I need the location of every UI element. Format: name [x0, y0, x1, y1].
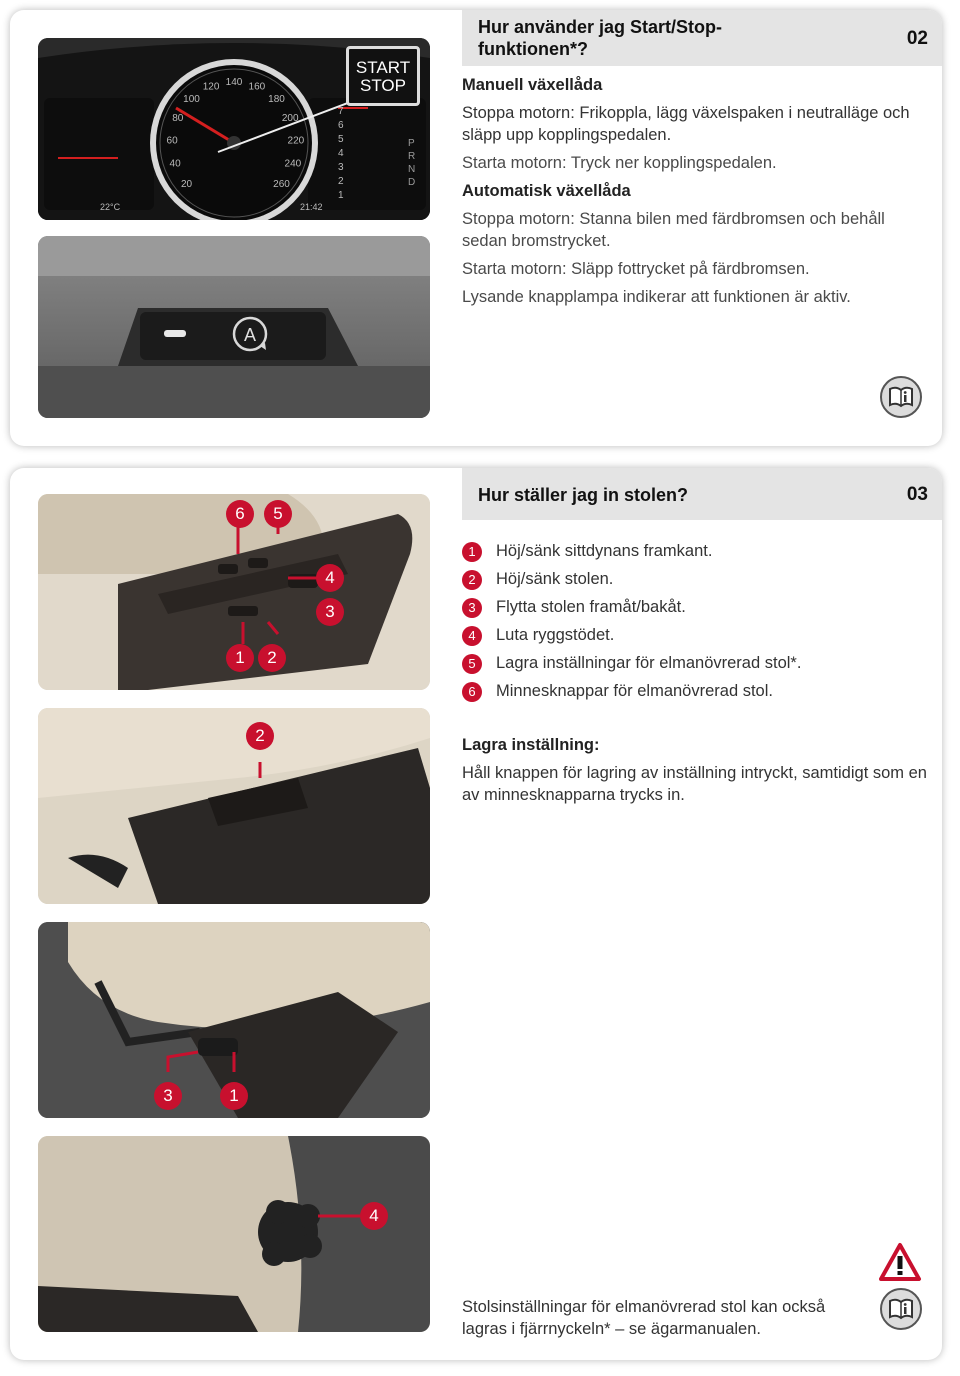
- gear-letter: P: [408, 138, 415, 149]
- item-number-badge: 6: [462, 682, 482, 702]
- callout-badge: 5: [264, 500, 292, 528]
- rpm-tick-label: 6: [338, 120, 344, 131]
- item-number-badge: 1: [462, 542, 482, 562]
- speed-tick-label: 20: [180, 178, 193, 190]
- dashboard-time: 21:42: [300, 202, 323, 212]
- section-seat: [10, 468, 942, 1360]
- speed-tick-label: 160: [248, 81, 266, 93]
- gear-letter: N: [408, 164, 416, 175]
- auto-heading: Automatisk växellåda: [462, 182, 631, 200]
- item-number-badge: 5: [462, 654, 482, 674]
- gear-letter: R: [408, 151, 416, 162]
- speed-tick-label: 180: [268, 93, 285, 105]
- speed-tick-label: 100: [183, 93, 200, 105]
- seat-height-photo: [38, 708, 430, 904]
- manual-stop-text: Stoppa motorn: Frikoppla, lägg växelspaken i neutralläge och släpp upp kopplingspedalen.: [462, 104, 910, 144]
- store-text: Håll knappen för lagring av inställning intryckt, samtidigt som en av minnesknapparna trycks in.: [462, 764, 927, 804]
- rpm-tick-label: 2: [338, 176, 344, 187]
- item-number-badge: 2: [462, 570, 482, 590]
- speed-tick-label: 260: [273, 178, 290, 190]
- section-title: Hur använder jag Start/Stop-funktionen*?: [478, 17, 723, 59]
- start-label: START: [355, 58, 411, 77]
- section-number: 03: [906, 484, 928, 505]
- store-heading: Lagra inställning:: [462, 736, 600, 754]
- store-setting-block: [462, 734, 928, 806]
- speed-tick-label: 220: [287, 135, 305, 147]
- rpm-tick-label: 5: [338, 134, 344, 145]
- seat-list-item: [462, 540, 712, 562]
- speed-tick-label: 60: [166, 135, 178, 147]
- gear-letter: D: [408, 177, 416, 188]
- seat-list-item: [462, 624, 614, 646]
- seat-height-illustration: [38, 708, 430, 904]
- seat-list-item: [462, 596, 686, 618]
- item-text: Flytta stolen framåt/bakåt.: [496, 598, 686, 616]
- section-number: 02: [906, 28, 928, 49]
- seat-list-item: [462, 568, 613, 590]
- rpm-tick-label: 4: [338, 148, 344, 159]
- start-stop-button-icon: [346, 46, 420, 106]
- manual-book-icon[interactable]: [880, 376, 922, 418]
- speed-tick-label: 80: [172, 112, 184, 124]
- dashboard-temperature: 22°C: [100, 202, 121, 212]
- callout-badge: 4: [316, 564, 344, 592]
- callout-badge: 1: [220, 1082, 248, 1110]
- callout-badge: 6: [226, 500, 254, 528]
- auto-start-text: Starta motorn: Släpp fottrycket på färdbromsen.: [462, 260, 810, 278]
- manual-book-icon[interactable]: [880, 1288, 922, 1330]
- seat-controls-photo: [38, 494, 430, 690]
- indicator-text: Lysande knapplampa indikerar att funktionen är aktiv.: [462, 288, 851, 306]
- seat-slide-photo: [38, 922, 430, 1118]
- start-stop-button-photo: [38, 236, 430, 418]
- callout-badge: 1: [226, 644, 254, 672]
- section-start-stop: [10, 10, 942, 446]
- speed-tick-label: 120: [202, 81, 220, 93]
- recline-knob: [258, 1200, 322, 1266]
- key-note: Stolsinställningar för elmanövrerad stol kan också lagras i fjärrnyckeln* – se ägarmanualen.: [462, 1298, 826, 1338]
- button-panel-illustration: [38, 236, 430, 418]
- item-text: Lagra inställningar för elmanövrerad stol*.: [496, 654, 802, 672]
- callout-badge: 2: [258, 644, 286, 672]
- manual-heading: Manuell växellåda: [462, 76, 603, 94]
- section-header: [462, 468, 942, 520]
- section-header: [462, 10, 942, 66]
- callout-badge: 2: [246, 722, 274, 750]
- stop-label: STOP: [360, 76, 406, 95]
- rpm-tick-label: 7: [338, 106, 344, 117]
- item-text: Minnesknappar för elmanövrerad stol.: [496, 682, 773, 700]
- rpm-tick-label: 3: [338, 162, 344, 173]
- speed-tick-label: 200: [281, 112, 299, 124]
- manual-start-text: Starta motorn: Tryck ner kopplingspedalen.: [462, 154, 777, 172]
- warning-icon: [878, 1242, 922, 1282]
- speed-tick-label: 240: [284, 158, 302, 170]
- item-text: Höj/sänk sittdynans framkant.: [496, 542, 713, 560]
- item-text: Luta ryggstödet.: [496, 626, 615, 644]
- seat-list-item: [462, 680, 773, 702]
- rpm-tick-label: 1: [338, 190, 344, 201]
- callout-badge: 3: [316, 598, 344, 626]
- start-stop-text: [462, 74, 928, 308]
- callout-badge: 4: [360, 1202, 388, 1230]
- auto-stop-text: Stoppa motorn: Stanna bilen med färdbromsen och behåll sedan bromstrycket.: [462, 210, 885, 250]
- speed-tick-label: 40: [169, 158, 181, 170]
- backrest-illustration: [38, 1136, 430, 1332]
- svg-text:A: A: [243, 325, 257, 345]
- section-title: Hur ställer jag in stolen?: [478, 485, 689, 505]
- item-number-badge: 3: [462, 598, 482, 618]
- dashboard-photo: [38, 38, 430, 220]
- backrest-photo: [38, 1136, 430, 1332]
- item-text: Höj/sänk stolen.: [496, 570, 614, 588]
- callout-badge: 3: [154, 1082, 182, 1110]
- seat-list-item: [462, 652, 801, 674]
- item-number-badge: 4: [462, 626, 482, 646]
- speed-tick-label: 140: [225, 77, 243, 88]
